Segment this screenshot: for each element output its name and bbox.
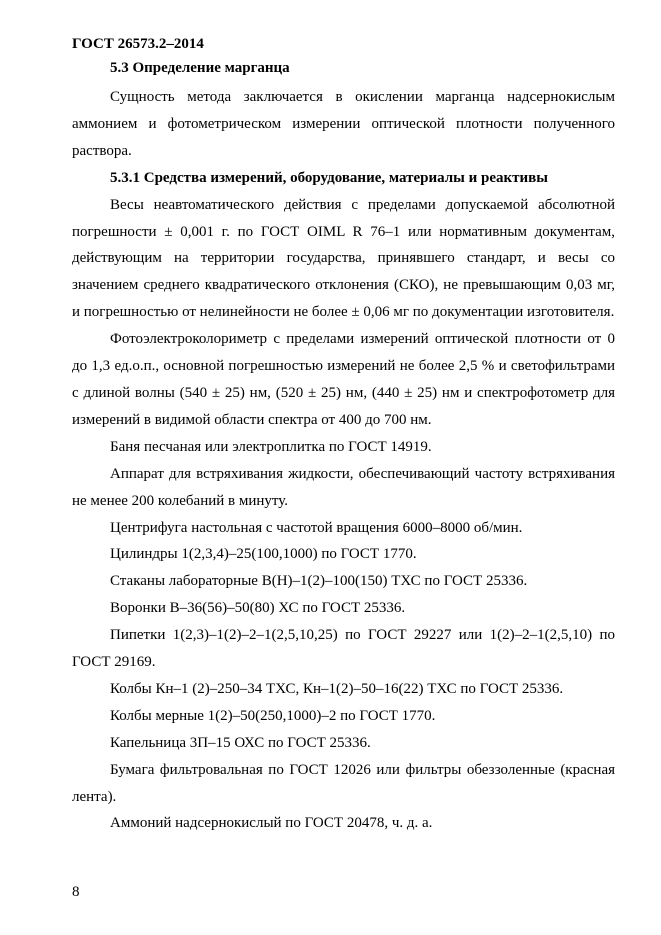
item-paragraph: Аппарат для встряхивания жидкости, обеспечивающий частоту встряхивания не менее 200 колебаний в минуту. — [72, 465, 615, 509]
item-paragraph: Капельница 3П–15 ОХС по ГОСТ 25336. — [110, 734, 371, 751]
section-title: 5.3 Определение марганца — [110, 60, 290, 76]
item-paragraph: Фотоэлектроколориметр с пределами измерений оптической плотности от 0 до 1,3 ед.о.п., основной погрешностью измерений не более 2,5 % и светофильтрами с длиной волны (540 ± 25) нм, (520 ± 25) нм, (440 ± 25) нм и спектрофотометр для измерений в видимой области спектра от 400 до 700 нм. — [72, 331, 615, 428]
document-body — [72, 84, 615, 837]
item-paragraph: Колбы Кн–1 (2)–250–34 ТХС, Кн–1(2)–50–16(22) ТХС по ГОСТ 25336. — [110, 680, 564, 697]
subsection-title: 5.3.1 Средства измерений, оборудование, материалы и реактивы — [110, 169, 548, 186]
item-paragraph: Колбы мерные 1(2)–50(250,1000)–2 по ГОСТ 1770. — [110, 707, 436, 724]
document-header: ГОСТ 26573.2–2014 — [72, 36, 204, 52]
item-paragraph: Цилиндры 1(2,3,4)–25(100,1000) по ГОСТ 1770. — [110, 546, 417, 563]
item-paragraph: Аммоний надсернокислый по ГОСТ 20478, ч. д. а. — [110, 815, 433, 832]
item-paragraph: Стаканы лабораторные В(Н)–1(2)–100(150) ТХС по ГОСТ 25336. — [110, 573, 528, 590]
item-paragraph: Пипетки 1(2,3)–1(2)–2–1(2,5,10,25) по ГОСТ 29227 или 1(2)–2–1(2,5,10) по ГОСТ 29169. — [72, 627, 615, 671]
intro-paragraph: Сущность метода заключается в окислении марганца надсернокислым аммонием и фотометрическом измерении оптической плотности полученного раствора. — [72, 89, 615, 159]
item-paragraph: Центрифуга настольная с частотой вращения 6000–8000 об/мин. — [110, 519, 523, 536]
item-paragraph: Весы неавтоматического действия с пределами допускаемой абсолютной погрешности ± 0,001 г. по ГОСТ OIML R 76–1 или нормативным документам, действующим на территории государства, принявшего стандарт, и весы со значением среднего квадратического отклонения (СКО), не превышающим 0,03 мг, и погрешностью от нелинейности не более ± 0,06 мг по документации изготовителя. — [72, 196, 615, 321]
page-number: 8 — [72, 884, 80, 900]
item-paragraph: Бумага фильтровальная по ГОСТ 12026 или фильтры обеззоленные (красная лента). — [72, 761, 615, 805]
item-paragraph: Воронки В–36(56)–50(80) ХС по ГОСТ 25336. — [110, 600, 406, 617]
item-paragraph: Баня песчаная или электроплитка по ГОСТ 14919. — [110, 438, 432, 455]
